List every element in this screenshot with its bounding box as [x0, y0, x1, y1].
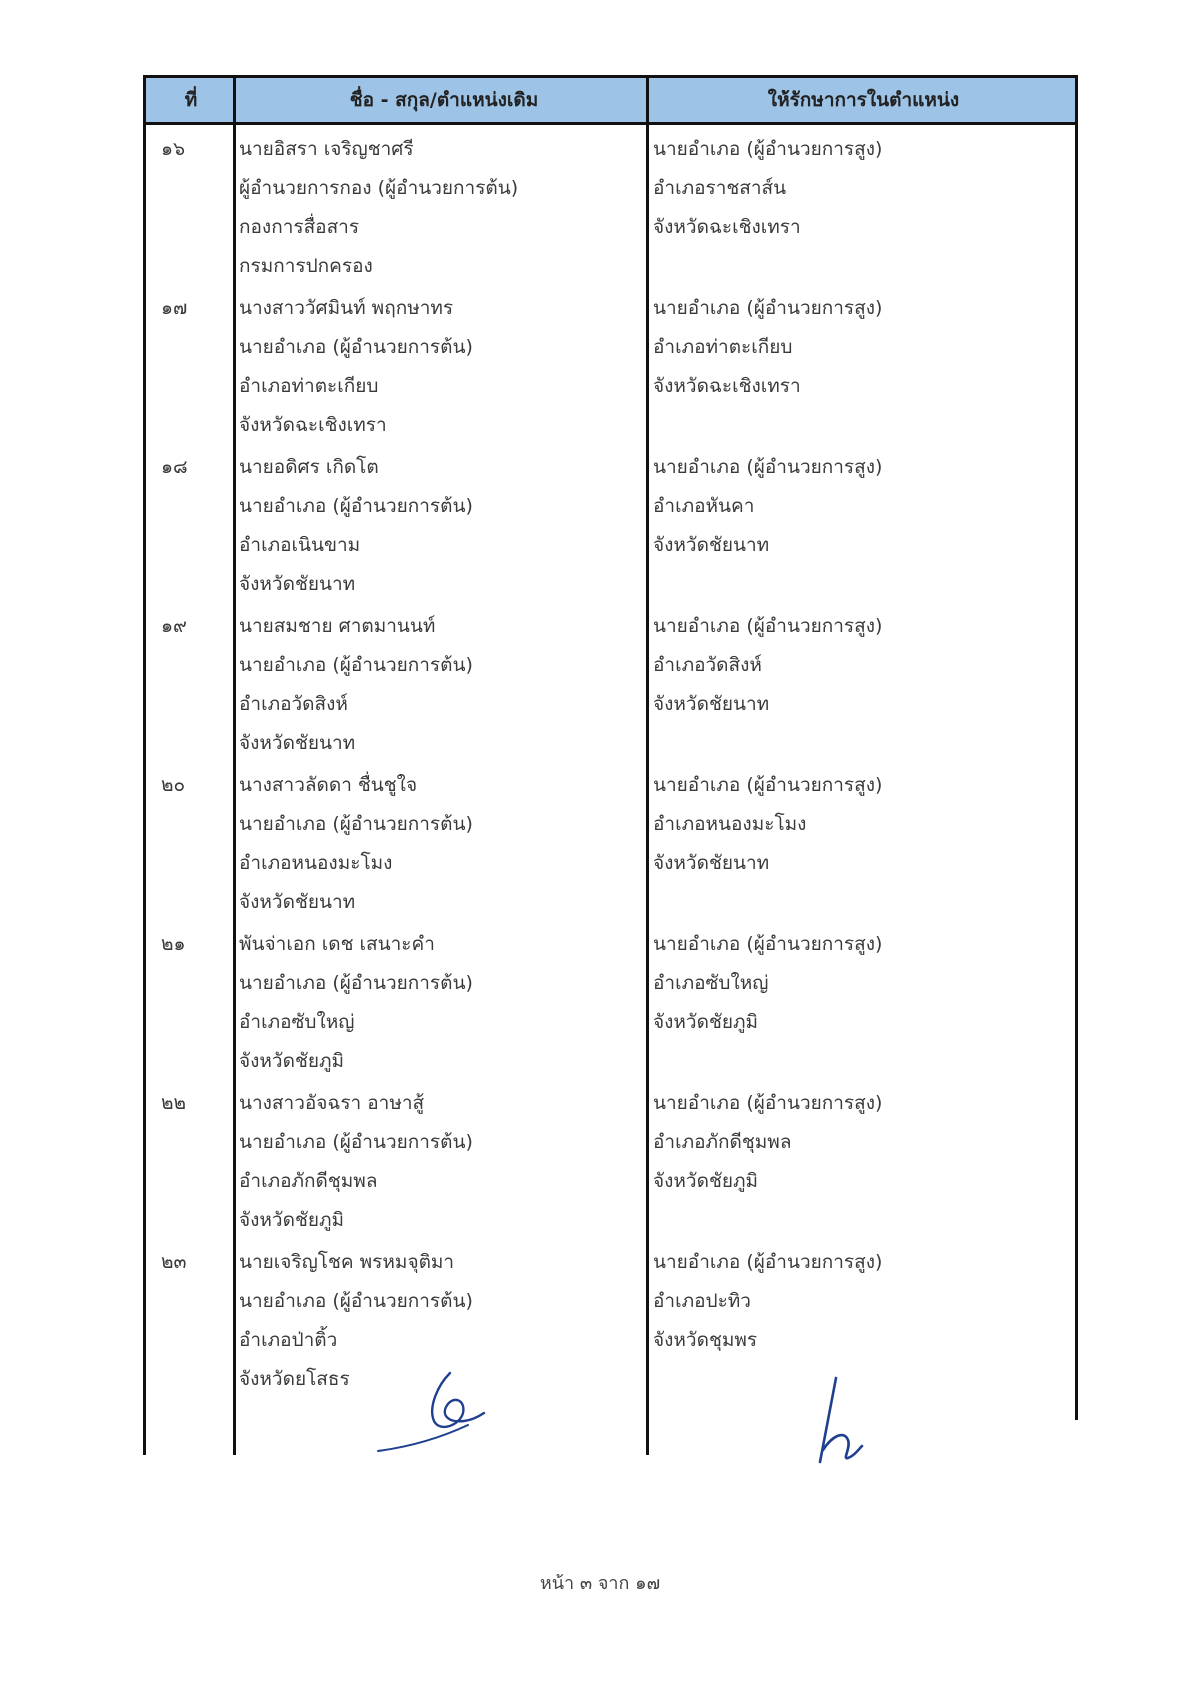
row-number: ๑๘	[161, 456, 188, 478]
acting-position-line: นายอำเภอ (ผู้อำนวยการสูง)	[653, 1251, 883, 1273]
former-position-line: อำเภอหนองมะโมง	[239, 852, 393, 874]
former-position-line: กรมการปกครอง	[239, 255, 373, 277]
appointment-table	[143, 75, 1078, 1455]
row-number: ๒๑	[161, 933, 186, 955]
former-position-line: อำเภอท่าตะเกียบ	[239, 375, 379, 397]
person-name: นายสมชาย ศาตมานนท์	[239, 615, 436, 637]
acting-position-line: นายอำเภอ (ผู้อำนวยการสูง)	[653, 456, 883, 478]
table-border-left	[143, 75, 146, 1455]
former-position-line: อำเภอซับใหญ่	[239, 1011, 355, 1033]
former-position-line: จังหวัดชัยภูมิ	[239, 1209, 345, 1231]
acting-position-cell	[653, 766, 1063, 883]
acting-position-cell	[653, 1084, 1063, 1201]
former-position-line: นายอำเภอ (ผู้อำนวยการต้น)	[239, 1131, 473, 1153]
acting-position-line: อำเภอวัดสิงห์	[653, 654, 762, 676]
former-position-line: จังหวัดชัยภูมิ	[239, 1050, 345, 1072]
former-position-cell	[239, 925, 639, 1081]
acting-position-cell	[653, 130, 1063, 247]
acting-position-line: นายอำเภอ (ผู้อำนวยการสูง)	[653, 615, 883, 637]
table-divider-1	[233, 75, 236, 1455]
former-position-cell	[239, 289, 639, 445]
former-position-line: จังหวัดฉะเชิงเทรา	[239, 414, 387, 436]
former-position-line: จังหวัดชัยนาท	[239, 891, 356, 913]
acting-position-line: อำเภอซับใหญ่	[653, 972, 769, 994]
person-name: นายอดิศร เกิดโต	[239, 456, 379, 478]
former-position-line: นายอำเภอ (ผู้อำนวยการต้น)	[239, 1290, 473, 1312]
acting-position-line: อำเภอราชสาส์น	[653, 177, 787, 199]
acting-position-cell	[653, 1243, 1063, 1360]
former-position-line: นายอำเภอ (ผู้อำนวยการต้น)	[239, 972, 473, 994]
row-number: ๒๐	[161, 774, 186, 796]
person-name: นางสาวลัดดา ชื่นชูใจ	[239, 774, 418, 796]
acting-position-cell	[653, 289, 1063, 406]
person-name: นางสาวอัจฉรา อาษาสู้	[239, 1092, 425, 1114]
acting-position-cell	[653, 925, 1063, 1042]
acting-position-line: จังหวัดชัยนาท	[653, 693, 770, 715]
former-position-line: อำเภอป่าติ้ว	[239, 1329, 338, 1351]
person-name: นายเจริญโชค พรหมจุติมา	[239, 1251, 455, 1273]
acting-position-line: อำเภอหันคา	[653, 495, 755, 517]
acting-position-line: นายอำเภอ (ผู้อำนวยการสูง)	[653, 774, 883, 796]
former-position-cell	[239, 1084, 639, 1240]
former-position-line: จังหวัดชัยนาท	[239, 732, 356, 754]
acting-position-line: จังหวัดชัยภูมิ	[653, 1011, 759, 1033]
table-divider-2	[646, 75, 649, 1455]
person-name: พันจ่าเอก เดช เสนาะคำ	[239, 933, 435, 955]
signature-left	[368, 1355, 518, 1465]
row-number: ๑๖	[161, 138, 186, 160]
acting-position-line: จังหวัดชัยนาท	[653, 534, 770, 556]
row-number: ๑๗	[161, 297, 188, 319]
former-position-line: ผู้อำนวยการกอง (ผู้อำนวยการต้น)	[239, 177, 519, 199]
acting-position-line: นายอำเภอ (ผู้อำนวยการสูง)	[653, 138, 883, 160]
acting-position-line: นายอำเภอ (ผู้อำนวยการสูง)	[653, 297, 883, 319]
row-number: ๒๓	[161, 1251, 187, 1273]
acting-position-line: อำเภอปะทิว	[653, 1290, 751, 1312]
former-position-line: อำเภอภักดีชุมพล	[239, 1170, 378, 1192]
former-position-line: นายอำเภอ (ผู้อำนวยการต้น)	[239, 813, 473, 835]
acting-position-line: นายอำเภอ (ผู้อำนวยการสูง)	[653, 1092, 883, 1114]
acting-position-line: จังหวัดชัยภูมิ	[653, 1170, 759, 1192]
former-position-line: อำเภอวัดสิงห์	[239, 693, 348, 715]
signature-right	[798, 1370, 918, 1480]
person-name: นายอิสรา เจริญชาศรี	[239, 138, 414, 160]
acting-position-line: อำเภอท่าตะเกียบ	[653, 336, 793, 358]
row-number: ๒๒	[161, 1092, 187, 1114]
acting-position-line: จังหวัดชัยนาท	[653, 852, 770, 874]
header-col-name: ชื่อ - สกุล/ตำแหน่งเดิม	[349, 89, 539, 111]
acting-position-line: จังหวัดฉะเชิงเทรา	[653, 375, 801, 397]
former-position-line: กองการสื่อสาร	[239, 216, 360, 238]
former-position-cell	[239, 766, 639, 922]
acting-position-cell	[653, 448, 1063, 565]
header-col-no: ที่	[184, 89, 198, 111]
table-border-right	[1075, 75, 1078, 1420]
former-position-line: จังหวัดชัยนาท	[239, 573, 356, 595]
acting-position-line: อำเภอหนองมะโมง	[653, 813, 807, 835]
former-position-cell	[239, 130, 639, 286]
table-header	[143, 75, 1078, 125]
page-number: หน้า ๓ จาก ๑๗	[539, 1573, 661, 1594]
former-position-line: จังหวัดยโสธร	[239, 1368, 350, 1390]
former-position-cell	[239, 607, 639, 763]
acting-position-line: จังหวัดชุมพร	[653, 1329, 758, 1351]
former-position-line: อำเภอเนินขาม	[239, 534, 361, 556]
acting-position-line: อำเภอภักดีชุมพล	[653, 1131, 792, 1153]
header-col-new-position: ให้รักษาการในตำแหน่ง	[767, 89, 960, 111]
acting-position-cell	[653, 607, 1063, 724]
former-position-line: นายอำเภอ (ผู้อำนวยการต้น)	[239, 336, 473, 358]
person-name: นางสาววัศมินท์ พฤกษาทร	[239, 297, 454, 319]
acting-position-line: นายอำเภอ (ผู้อำนวยการสูง)	[653, 933, 883, 955]
row-number: ๑๙	[161, 615, 187, 637]
former-position-line: นายอำเภอ (ผู้อำนวยการต้น)	[239, 654, 473, 676]
former-position-cell	[239, 448, 639, 604]
acting-position-line: จังหวัดฉะเชิงเทรา	[653, 216, 801, 238]
former-position-line: นายอำเภอ (ผู้อำนวยการต้น)	[239, 495, 473, 517]
